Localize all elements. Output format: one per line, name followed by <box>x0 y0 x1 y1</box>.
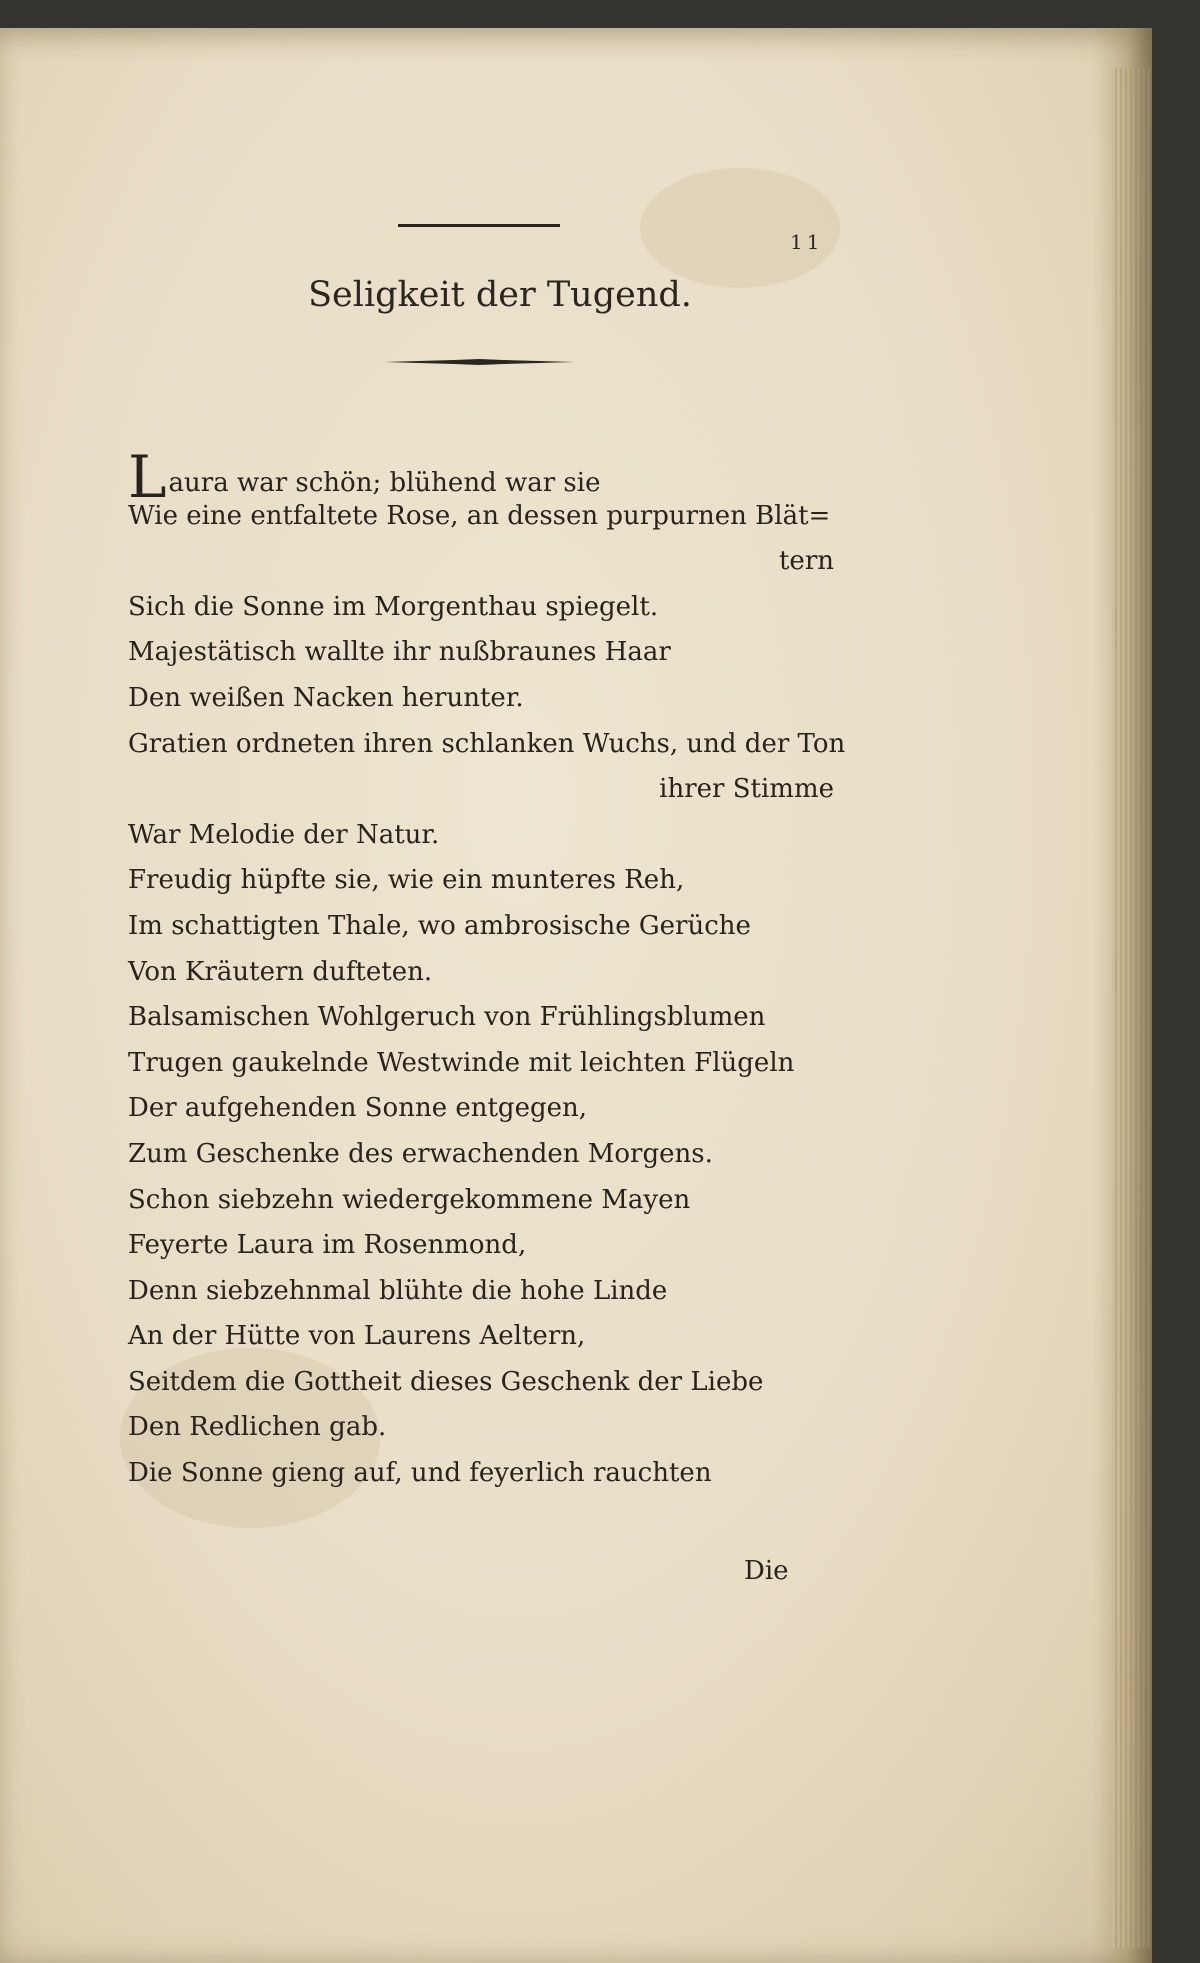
poem-line-text: Von Kräutern dufteten. <box>128 956 433 987</box>
poem-line <box>128 722 848 768</box>
poem-line <box>128 950 848 996</box>
poem-line <box>128 995 848 1041</box>
poem-line-text: Den weißen Nacken herunter. <box>128 682 524 713</box>
poem-line-text: Trugen gaukelnde Westwinde mit leichten Flügeln <box>128 1047 795 1078</box>
poem-line-text: Freudig hüpfte sie, wie ein munteres Reh, <box>128 865 685 896</box>
poem-line <box>128 585 848 631</box>
poem-line-text: Gratien ordneten ihren schlanken Wuchs, und der Ton <box>128 728 846 759</box>
poem-line <box>128 1451 848 1497</box>
poem-line-text: Im schattigten Thale, wo ambrosische Gerüche <box>128 910 751 941</box>
page-edge-shadow <box>1092 28 1152 1963</box>
poem-line-text: Denn siebzehnmal blühte die hohe Linde <box>128 1275 668 1306</box>
poem-line-text: Feyerte Laura im Rosenmond, <box>128 1230 527 1261</box>
poem-line-text: ihrer Stimme <box>659 774 834 805</box>
poem-line-text: War Melodie der Natur. <box>128 819 440 850</box>
poem-body <box>128 443 848 1497</box>
poem-line-text: Die Sonne gieng auf, und feyerlich rauchten <box>128 1458 712 1489</box>
poem-line <box>128 443 848 511</box>
poem-line <box>128 676 848 722</box>
ornament-rule <box>384 359 574 365</box>
poem-title: Seligkeit der Tugend. <box>308 275 692 315</box>
poem-line-text: Der aufgehenden Sonne entgegen, <box>128 1093 587 1124</box>
page-number: 11 <box>790 230 824 254</box>
paper-stain <box>640 168 840 288</box>
catchword: Die <box>744 1556 789 1586</box>
poem-line <box>128 1086 848 1132</box>
poem-line-text: aura war schön; blühend war sie <box>168 468 601 498</box>
poem-line-text: tern <box>778 546 834 577</box>
poem-line <box>128 1314 848 1360</box>
poem-line-text: Schon siebzehn wiedergekommene Mayen <box>128 1184 691 1215</box>
poem-line <box>128 767 848 813</box>
poem-line <box>128 494 848 540</box>
poem-line <box>128 1269 848 1315</box>
drop-initial: L <box>128 443 167 511</box>
poem-line <box>128 1223 848 1269</box>
header-rule <box>398 224 560 227</box>
poem-line <box>128 858 848 904</box>
poem-line-text: Seitdem die Gottheit dieses Geschenk der Liebe <box>128 1366 764 1397</box>
poem-line <box>128 904 848 950</box>
poem-line <box>128 1405 848 1451</box>
poem-line-text: An der Hütte von Laurens Aeltern, <box>128 1321 586 1352</box>
poem-line-text: Sich die Sonne im Morgenthau spiegelt. <box>128 591 659 622</box>
poem-line <box>128 813 848 859</box>
poem-line-text: Majestätisch wallte ihr nußbraunes Haar <box>128 637 671 668</box>
poem-line <box>128 1178 848 1224</box>
poem-line <box>128 1132 848 1178</box>
poem-line-text: Zum Geschenke des erwachenden Morgens. <box>128 1138 713 1169</box>
poem-line-text: Wie eine entfaltete Rose, an dessen purpurnen Blät= <box>128 500 831 531</box>
poem-line-text: Den Redlichen gab. <box>128 1412 387 1443</box>
poem-line-text: Balsamischen Wohlgeruch von Frühlingsblumen <box>128 1002 766 1033</box>
poem-line <box>128 1360 848 1406</box>
poem-line <box>128 1041 848 1087</box>
poem-line <box>128 539 848 585</box>
poem-line <box>128 630 848 676</box>
